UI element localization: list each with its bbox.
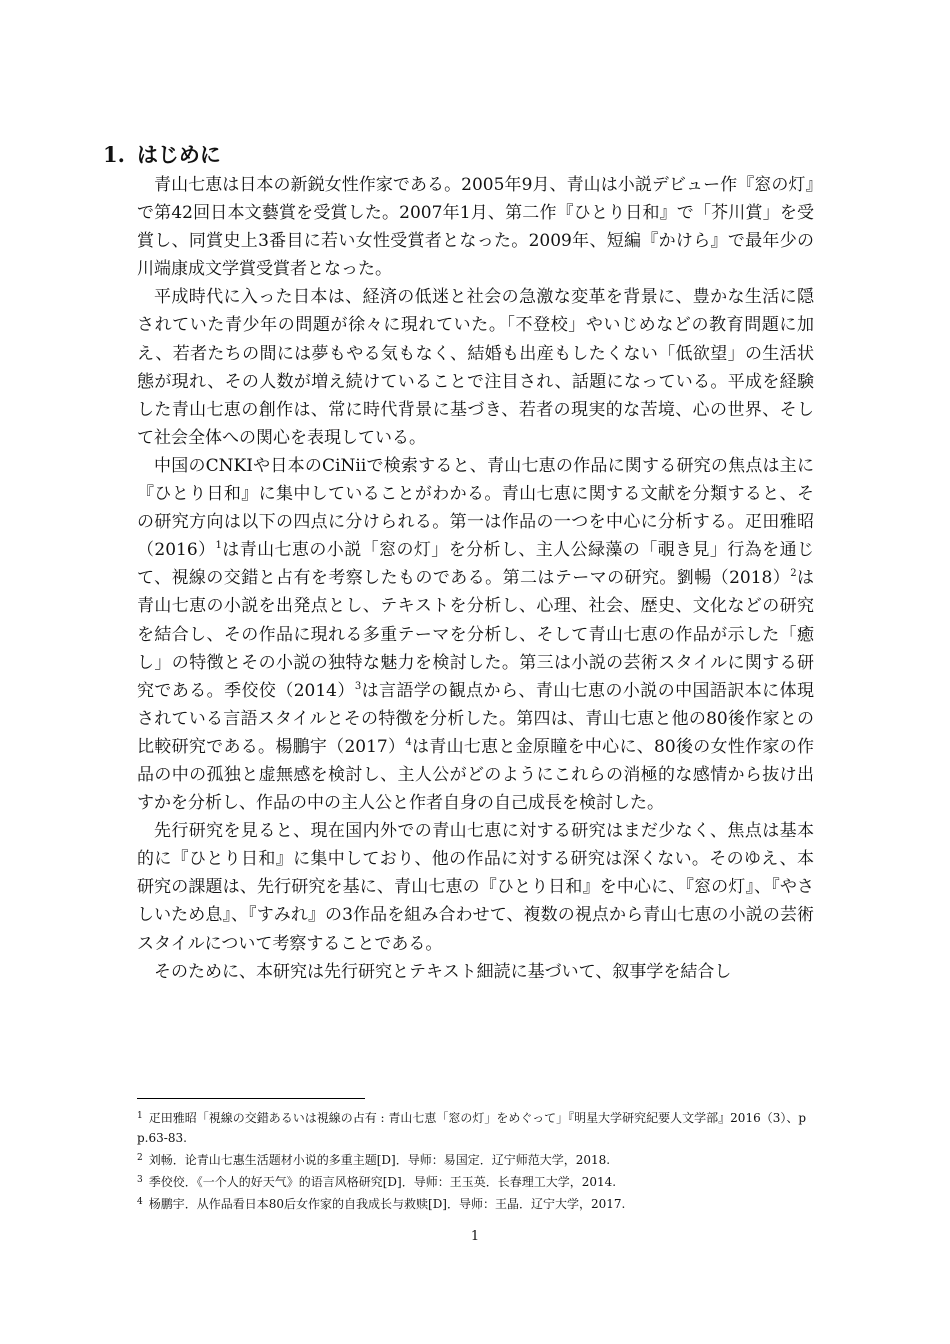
paragraph-text: 中国のCNKIや日本のCiNiiで検索すると、青山七恵の作品に関する研究の焦点は主に『ひとり日和』に集中していることがわかる。青山七恵に関する文献を分類すると、その研究方向は以下の四点に分けられる。第一は作品の一つを中心に分析する。疋田雅昭（2016） [137,455,814,561]
footnote-mark: 4 [137,1197,143,1207]
paragraph-text: 平成時代に入った日本は、経済の低迷と社会の急激な変革を背景に、豊かな生活に隠されていた青少年の問題が徐々に現れていた。「不登校」やいじめなどの教育問題に加え、若者たちの間には夢もやる気もなく、結婚も出産もしたくない「低欲望」の生活状態が現れ、その人数が増え続けていることで注目され、話題になっている。平成を経験した青山七恵の創作は、常に時代背景に基づき、若者の現実的な苦境、心の世界、そして社会全体への関心を表現している。 [137,287,814,448]
footnote-2 [137,1148,817,1170]
paragraph-text: は青山七恵と金原瞳を中心に、80後の女性作家の作品の中の孤独と虚無感を検討し、主人公がどのようにこれらの消極的な感情から抜け出すかを分析し、作品の中の主人公と作者自身の自己成長を検討した。 [137,736,814,814]
footnotes [137,1106,817,1214]
footnote-ref-3[interactable]: 3 [354,680,362,692]
footnote-mark: 2 [137,1153,143,1163]
footnote-3 [137,1170,817,1192]
footnote-text: 疋田雅昭「視線の交錯あるいは視線の占有 : 青山七恵「窓の灯」をめぐって」『明星大学研究紀要人文学部』2016（3）、pp.63-83. [137,1111,807,1145]
footnote-text: 刘畅．论青山七惠生活题材小说的多重主题[D]．导师：易国定．辽宁师范大学，2018. [148,1153,611,1167]
footnote-1 [137,1106,817,1148]
page-number: 1 [470,1229,480,1244]
paragraph-5 [137,958,814,986]
paragraph-text: は青山七恵の小説「窓の灯」を分析し、主人公緑藻の「覗き見」行為を通じて、視線の交錯と占有を考察したものである。第二はテーマの研究。劉暢（2018） [137,540,815,589]
footnote-text: 季佼佼．《一个人的好天气》的语言风格研究[D]．导师：王玉英．长春理工大学，2014. [148,1175,617,1189]
section-number: 1. [103,142,125,167]
section-heading [103,140,221,170]
footnote-separator [137,1098,365,1099]
footnote-text: 杨鹏宇．从作品看日本80后女作家的自我成长与救赎[D]．导师：王晶．辽宁大学，2017. [148,1197,626,1211]
paragraph-text: そのために、本研究は先行研究とテキスト細読に基づいて、叙事学を結合し [154,961,732,982]
footnote-mark: 3 [137,1175,143,1185]
footnote-4 [137,1192,817,1214]
footnote-ref-1[interactable]: 1 [215,540,222,552]
body-text [137,171,814,986]
paragraph-text: は言語学の観点から、青山七恵の小説の中国語訳本に体現されている言語スタイルとその特徴を分析した。第四は、青山七恵と他の80後作家との比較研究である。楊鵬宇（2017） [137,680,815,757]
section-title: はじめに [136,142,221,167]
footnote-ref-4[interactable]: 4 [405,736,412,748]
paragraph-1 [137,171,814,283]
paragraph-text: は青山七恵の小説を出発点とし、テキストを分析し、心理、社会、歴史、文化などの研究を結合し、その作品に現れる多重テーマを分析し、そして青山七恵の作品が示した「癒し」の特徴とその小説の独特な魅力を検討した。第三は小説の芸術スタイルに関する研究である。季佼佼（2014） [137,568,814,701]
paragraph-2 [137,283,814,452]
paragraph-4 [137,817,814,957]
paragraph-3 [137,452,814,817]
footnote-ref-2[interactable]: 2 [790,568,797,580]
footnote-mark: 1 [137,1111,143,1121]
paragraph-text: 青山七恵は日本の新鋭女性作家である。2005年9月、青山は小説デビュー作『窓の灯』で第42回日本文藝賞を受賞した。2007年1月、第二作『ひとり日和』で「芥川賞」を受賞し、同賞史上3番目に若い女性受賞者となった。2009年、短編『かけら』で最年少の川端康成文学賞受賞者となった。 [137,175,814,280]
paragraph-text: 先行研究を見ると、現在国内外での青山七恵に対する研究はまだ少なく、焦点は基本的に『ひとり日和』に集中しており、他の作品に対する研究は深くない。そのゆえ、本研究の課題は、先行研究を基に、青山七恵の『ひとり日和』を中心に、『窓の灯』、『やさしいため息』、『すみれ』の3作品を組み合わせて、複数の視点から青山七恵の小説の芸術スタイルについて考察することである。 [137,821,814,954]
